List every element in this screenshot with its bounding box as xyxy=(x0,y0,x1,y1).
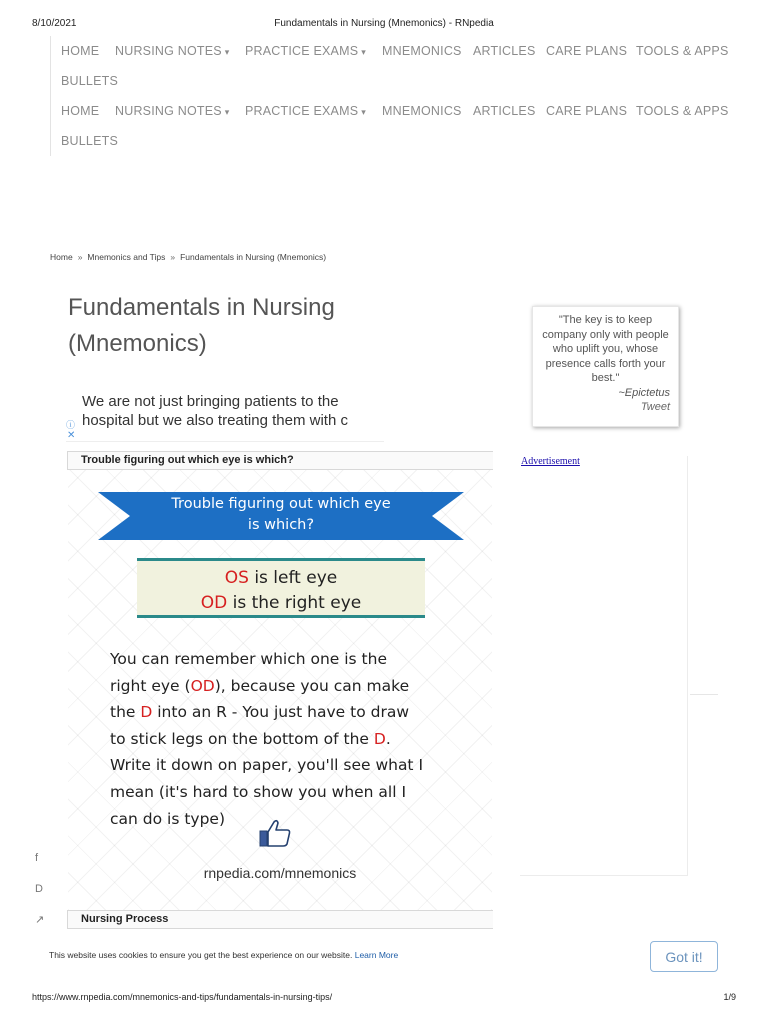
page-number: 1/9 xyxy=(723,992,736,1002)
page-title: Fundamentals in Nursing (Mnemonics) xyxy=(68,294,335,357)
quote-text: "The key is to keep company only with people who uplift you, whose presence calls forth your best." xyxy=(542,314,669,384)
explain-highlight: OD xyxy=(190,676,215,695)
nav-care-plans[interactable]: CARE PLANS xyxy=(546,44,628,58)
explain-text: . xyxy=(385,729,391,748)
breadcrumb-separator: » xyxy=(77,252,83,262)
nav-practice-exams[interactable] xyxy=(245,44,366,58)
section-heading: Trouble figuring out which eye is which? xyxy=(67,451,493,470)
rule-code: OD xyxy=(200,593,228,613)
quote-card xyxy=(532,306,679,427)
close-icon[interactable]: ✕ xyxy=(67,430,76,441)
explain-line: You can remember which one is the xyxy=(110,650,387,668)
nav-nursing-notes[interactable] xyxy=(115,104,230,118)
external-share-icon[interactable]: ↗ xyxy=(35,914,45,926)
rule-right-eye xyxy=(137,593,425,613)
rule-text: is left eye xyxy=(248,568,338,588)
breadcrumb-home[interactable]: Home xyxy=(50,252,73,262)
sidebar-divider xyxy=(690,694,718,695)
nav-bullets[interactable]: BULLETS xyxy=(61,74,118,88)
explain-highlight: D xyxy=(373,729,386,748)
section-heading: Nursing Process xyxy=(67,910,493,929)
ad-text xyxy=(82,392,382,430)
explain-text: right eye ( xyxy=(110,676,191,695)
rule-code: OS xyxy=(224,568,249,588)
rule-left-eye xyxy=(137,568,425,588)
nav-practice-exams-label: PRACTICE EXAMS xyxy=(245,104,359,118)
nav-tools-apps[interactable]: TOOLS & APPS xyxy=(636,104,729,118)
nav-practice-exams-label: PRACTICE EXAMS xyxy=(245,44,359,58)
chevron-down-icon: ▾ xyxy=(361,47,366,57)
sticky-nav xyxy=(50,96,750,156)
banner-line: is which? xyxy=(247,517,315,533)
print-footer xyxy=(32,992,736,1006)
nav-mnemonics[interactable]: MNEMONICS xyxy=(382,44,462,58)
explain-line xyxy=(110,673,470,700)
nav-mnemonics[interactable]: MNEMONICS xyxy=(382,104,462,118)
advertisement-link[interactable]: Advertisement xyxy=(521,456,580,467)
tweet-link[interactable]: Tweet xyxy=(640,401,670,413)
cookie-banner xyxy=(0,936,768,980)
print-date: 8/10/2021 xyxy=(32,18,77,29)
ad-line: We are not just bringing patients to the xyxy=(82,393,339,410)
breadcrumb-separator: » xyxy=(170,252,176,262)
print-title: Fundamentals in Nursing (Mnemonics) - RNpedia xyxy=(274,18,494,29)
banner-line: Trouble figuring out which eye xyxy=(171,496,391,512)
quote-author: ~Epictetus xyxy=(618,386,670,399)
explain-line xyxy=(110,699,470,726)
inline-ad[interactable] xyxy=(66,380,384,442)
thumbs-up-icon xyxy=(258,818,292,848)
learn-more-link[interactable]: Learn More xyxy=(354,950,399,960)
cookie-message xyxy=(49,950,398,960)
got-it-button[interactable]: Got it! xyxy=(650,941,718,972)
info-icon[interactable]: ⓘ xyxy=(66,420,76,430)
nav-nursing-notes-label: NURSING NOTES xyxy=(115,104,222,118)
banner-text xyxy=(150,494,412,536)
nav-nursing-notes[interactable] xyxy=(115,44,230,58)
explain-line: mean (it's hard to show you when all I xyxy=(110,782,407,801)
nav-care-plans[interactable]: CARE PLANS xyxy=(546,104,628,118)
explain-line: Write it down on paper, you'll see what I xyxy=(110,756,424,775)
nav-tools-apps[interactable]: TOOLS & APPS xyxy=(636,44,729,58)
explain-text: ), because you can make xyxy=(214,676,410,695)
chevron-down-icon: ▾ xyxy=(224,47,230,57)
source-url: rnpedia.com/mnemonics xyxy=(203,865,357,881)
cookie-text: This website uses cookies to ensure you get the best experience on our website. xyxy=(49,950,353,960)
explain-line: can do is type) xyxy=(110,809,226,828)
breadcrumb-current: Fundamentals in Nursing (Mnemonics) xyxy=(180,252,327,262)
nav-practice-exams[interactable] xyxy=(245,104,366,118)
nav-home[interactable]: HOME xyxy=(61,104,100,118)
breadcrumb xyxy=(50,252,326,262)
nav-nursing-notes-label: NURSING NOTES xyxy=(115,44,222,58)
chevron-down-icon: ▾ xyxy=(361,107,366,117)
nav-articles[interactable]: ARTICLES xyxy=(473,104,536,118)
sidebar-ad-panel xyxy=(520,456,688,876)
mnemonic-explanation xyxy=(110,646,470,832)
main-nav xyxy=(50,36,750,96)
explain-text: to stick legs on the bottom of the xyxy=(110,729,374,748)
nav-bullets[interactable]: BULLETS xyxy=(61,134,118,148)
print-header xyxy=(32,18,736,32)
ad-line: hospital but we also treating them with c xyxy=(82,412,348,429)
share-icon[interactable]: D xyxy=(35,883,43,895)
breadcrumb-mnemonics[interactable]: Mnemonics and Tips xyxy=(87,252,166,262)
explain-highlight: D xyxy=(140,703,153,722)
facebook-icon[interactable]: f xyxy=(35,852,39,864)
print-url: https://www.rnpedia.com/mnemonics-and-tips/fundamentals-in-nursing-tips/ xyxy=(32,992,333,1002)
eye-rule-box xyxy=(137,558,425,618)
explain-text: the xyxy=(110,703,141,722)
nav-articles[interactable]: ARTICLES xyxy=(473,44,536,58)
mnemonic-infographic xyxy=(68,470,492,910)
explain-text: into an R - You just have to draw xyxy=(152,703,410,722)
rule-text: is the right eye xyxy=(227,593,362,613)
explain-line xyxy=(110,726,470,753)
chevron-down-icon: ▾ xyxy=(224,107,230,117)
nav-home[interactable]: HOME xyxy=(61,44,100,58)
